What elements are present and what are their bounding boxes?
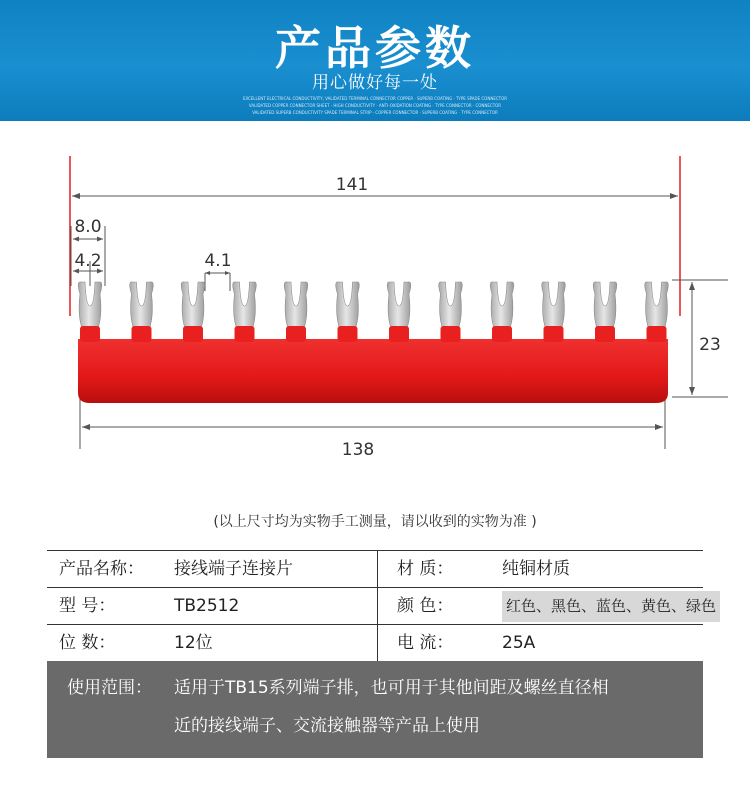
spec-value-name: 接线端子连接片 bbox=[174, 559, 293, 579]
usage-text-line1: 适用于TB15系列端子排，也可用于其他间距及螺丝直径相 bbox=[174, 678, 609, 698]
red-strip-body bbox=[78, 339, 668, 403]
dimension-label-141: 141 bbox=[335, 175, 369, 195]
banner-fine-print: VALIDATED COPPER CONNECTOR SHEET · HIGH CONDUCTIVITY · ANTI-OXIDATION COATING · TYPE CONNECTOR · CONNECTOR bbox=[248, 103, 502, 108]
header-banner bbox=[0, 0, 750, 121]
fork-collar bbox=[441, 326, 461, 342]
spec-label-material: 材 质： bbox=[397, 559, 454, 579]
banner-title: 产品参数 bbox=[275, 21, 475, 75]
dimension-total-length bbox=[72, 175, 678, 199]
product-dimension-diagram bbox=[0, 121, 750, 491]
usage-text-line2: 近的接线端子、交流接触器等产品上使用 bbox=[174, 716, 480, 736]
spec-row bbox=[47, 550, 703, 588]
dimension-label-138: 138 bbox=[341, 440, 375, 460]
spec-label-current: 电 流： bbox=[397, 633, 454, 653]
spec-row bbox=[47, 624, 703, 663]
fork-collar bbox=[286, 326, 306, 342]
spec-row bbox=[47, 587, 717, 625]
dimension-fork-width bbox=[73, 251, 103, 274]
usage-label: 使用范围： bbox=[67, 678, 152, 698]
dimension-label-23: 23 bbox=[699, 335, 721, 355]
fork-collar bbox=[183, 326, 203, 342]
banner-subtitle: 用心做好每一处 bbox=[312, 73, 438, 93]
table-divider bbox=[377, 550, 378, 661]
banner-fine-print: VALIDATED SUPERB CONDUCTIVITY SPADE TERMINAL STRIP · COPPER CONNECTOR · SUPERB COATING · TYPE CONNECTOR bbox=[252, 110, 498, 115]
fork-collar bbox=[544, 326, 564, 342]
spec-label-color: 颜 色： bbox=[397, 596, 454, 616]
fork-collar bbox=[492, 326, 512, 342]
spec-label-positions: 位 数： bbox=[59, 633, 116, 653]
fork-collar bbox=[235, 326, 255, 342]
fork-collar bbox=[338, 326, 358, 342]
banner-fine-print: EXCELLENT ELECTRICAL CONDUCTIVITY, VALIDATED TERMINAL CONNECTOR COPPER · SUPERB COATING · TYPE SPADE CONNECTOR bbox=[242, 96, 508, 101]
fork-collar bbox=[647, 326, 667, 342]
usage-box bbox=[47, 661, 703, 758]
spec-label-model: 型 号： bbox=[59, 596, 116, 616]
fork-collar bbox=[80, 326, 100, 342]
spec-value-color: 红色、黑色、蓝色、黄色、绿色 bbox=[502, 591, 720, 622]
spade-forks bbox=[78, 282, 668, 343]
spec-table bbox=[47, 550, 717, 758]
spec-value-current: 25A bbox=[502, 633, 536, 653]
spec-value-positions: 12位 bbox=[174, 633, 213, 653]
spec-value-material: 纯铜材质 bbox=[502, 559, 570, 579]
measurement-note: (以上尺寸均为实物手工测量，请以收到的实物为准 ) bbox=[213, 514, 537, 530]
dimension-fork-gap bbox=[204, 251, 231, 291]
dimension-label-4-2: 4.2 bbox=[74, 251, 102, 271]
spec-label-name: 产品名称： bbox=[59, 559, 144, 579]
fork-collar bbox=[389, 326, 409, 342]
dimension-label-4-1: 4.1 bbox=[204, 251, 232, 271]
fork-collar bbox=[132, 326, 152, 342]
spec-value-model: TB2512 bbox=[174, 596, 240, 616]
fork-collar bbox=[595, 326, 615, 342]
dimension-label-8-0: 8.0 bbox=[74, 217, 102, 237]
